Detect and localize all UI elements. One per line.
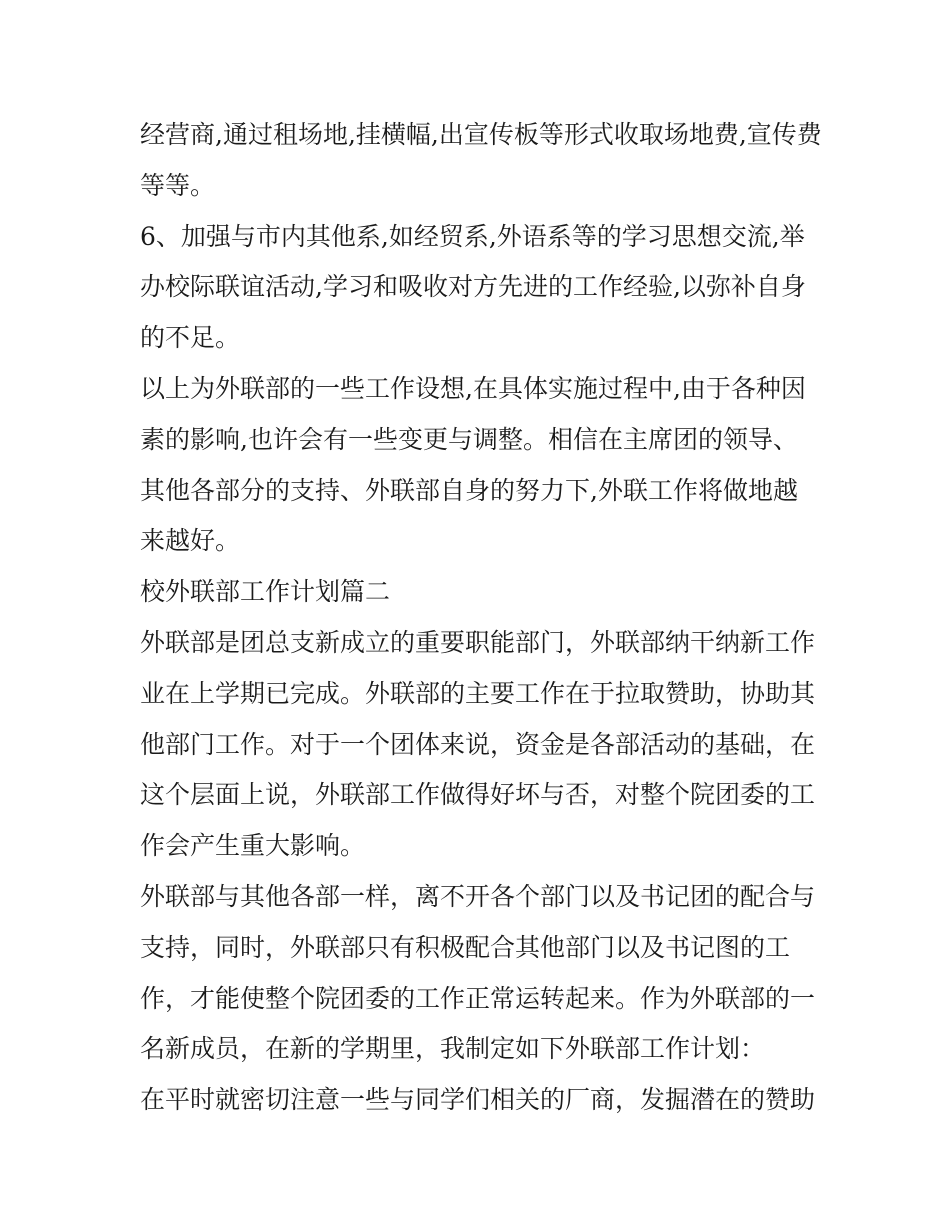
- text-line: 的不足。: [140, 323, 241, 353]
- heading-line: 校外联部工作计划篇二: [140, 577, 391, 607]
- text-line: 支持，同时，外联部只有积极配合其他部门以及书记图的工: [140, 932, 791, 962]
- text-line: 作会产生重大影响。: [140, 831, 366, 861]
- text-line: 6、加强与市内其他系,如经贸系,外语系等的学习思想交流,举: [140, 221, 805, 251]
- text-line: 作，才能使整个院团委的工作正常运转起来。作为外联部的一: [140, 983, 816, 1013]
- paragraph-intro: [140, 618, 816, 872]
- text-line: 业在上学期已完成。外联部的主要工作在于拉取赞助，协助其: [140, 678, 816, 708]
- document-body: [140, 110, 822, 1126]
- text-line: 以上为外联部的一些工作设想,在具体实施过程中,由于各种因: [140, 373, 806, 403]
- paragraph-summary: [140, 364, 816, 567]
- text-line: 这个层面上说，外联部工作做得好坏与否，对整个院团委的工: [140, 780, 816, 810]
- section-heading: [140, 567, 816, 618]
- text-line: 素的影响,也许会有一些变更与调整。相信在主席团的领导、: [140, 424, 798, 454]
- text-line: 来越好。: [140, 526, 241, 556]
- paragraph-plan-start: [140, 1075, 816, 1126]
- text-line: 外联部与其他各部一样，离不开各个部门以及书记团的配合与: [140, 881, 816, 911]
- text-line: 等等。: [140, 170, 216, 200]
- text-line: 外联部是团总支新成立的重要职能部门，外联部纳干纳新工作: [140, 627, 816, 657]
- text-line: 经营商,通过租场地,挂横幅,出宣传板等形式收取场地费,宣传费: [140, 120, 822, 149]
- text-line: 他部门工作。对于一个团体来说，资金是各部活动的基础，在: [140, 729, 816, 759]
- paragraph-item-6: [140, 212, 816, 364]
- text-line: 办校际联谊活动,学习和吸收对方先进的工作经验,以弥补自身: [140, 272, 806, 302]
- text-line: 其他各部分的支持、外联部自身的努力下,外联工作将做地越: [140, 475, 798, 505]
- text-line: 名新成员，在新的学期里，我制定如下外联部工作计划：: [140, 1034, 766, 1064]
- paragraph-venue-fees: [140, 110, 822, 212]
- text-line: 在平时就密切注意一些与同学们相关的厂商，发掘潜在的赞助: [140, 1085, 816, 1115]
- paragraph-cooperation: [140, 872, 816, 1075]
